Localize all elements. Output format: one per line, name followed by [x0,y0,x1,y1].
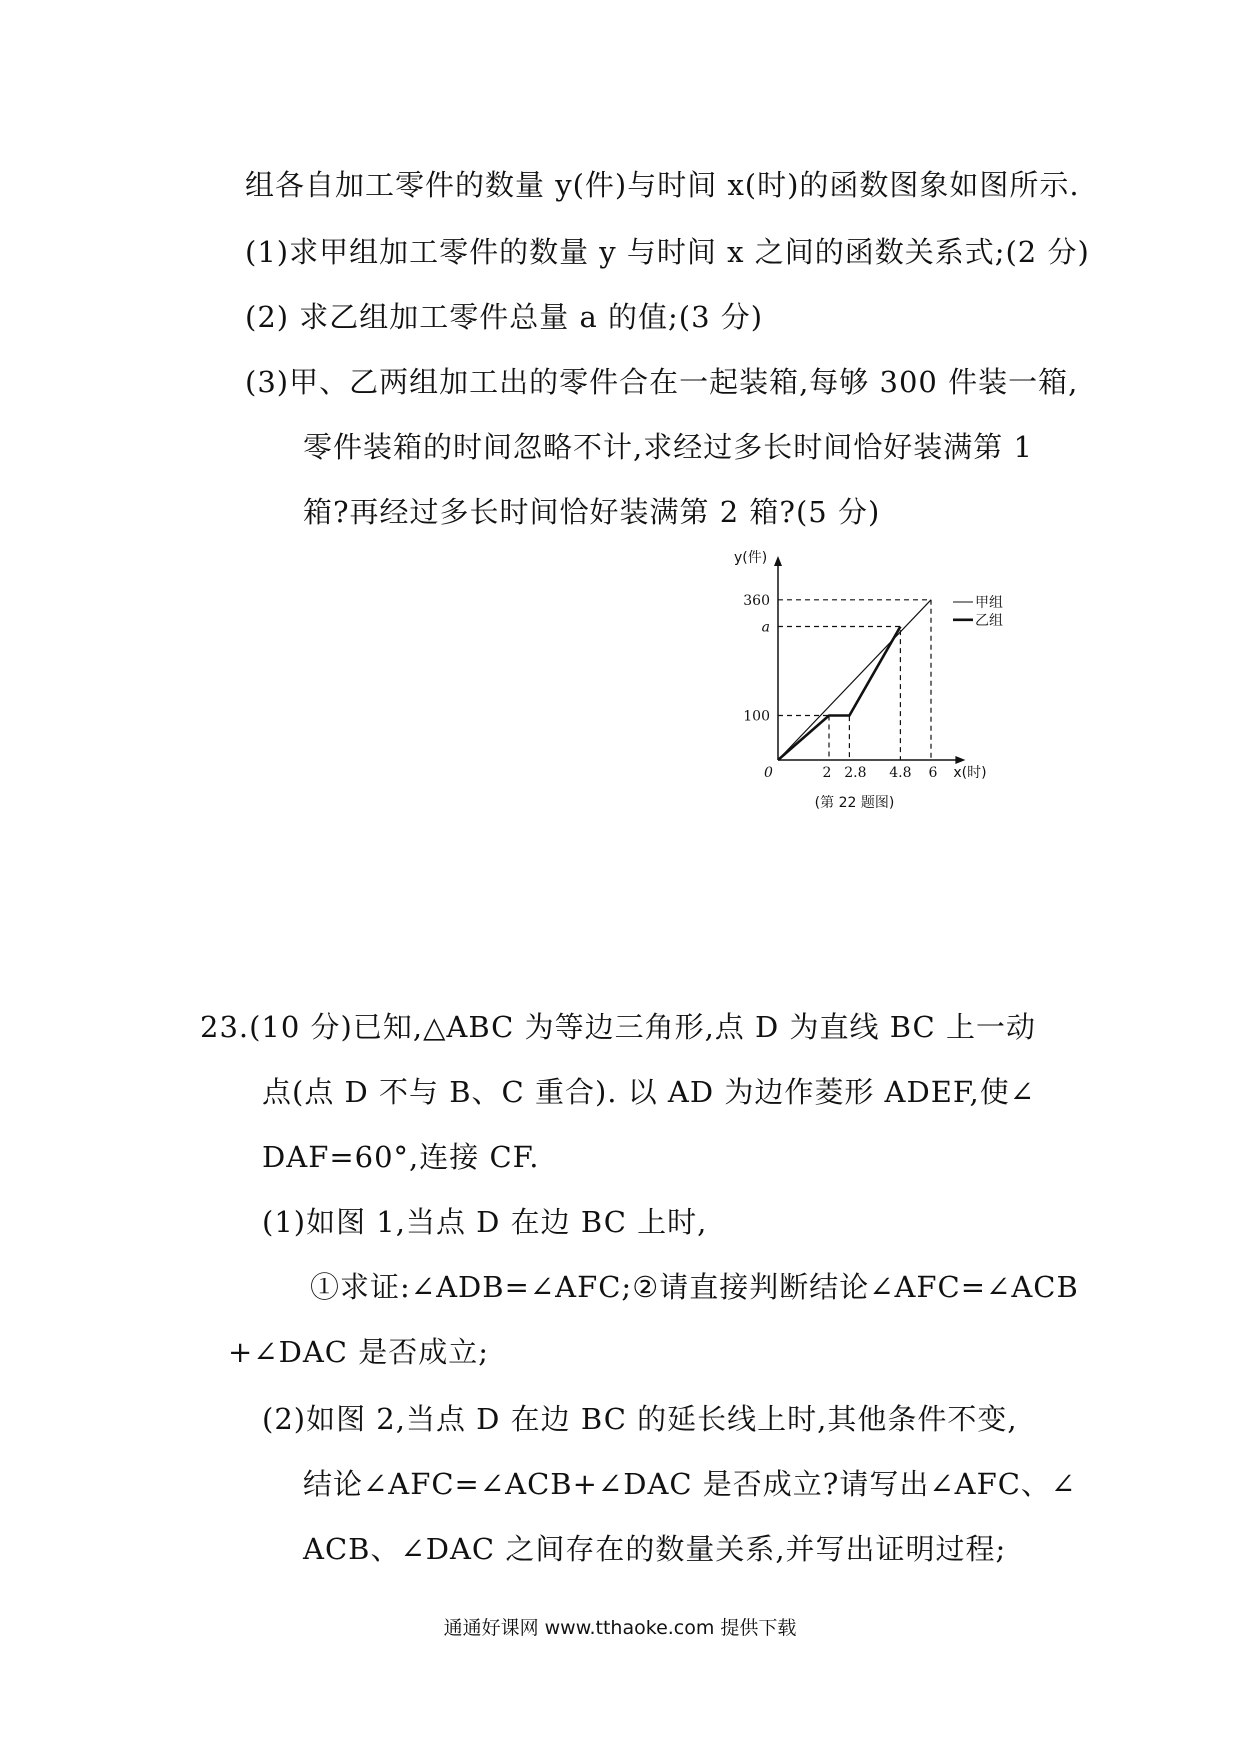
q23-line-2: 点(点 D 不与 B、C 重合). 以 AD 为边作菱形 ADEF,使∠ [262,1075,1036,1109]
q23-part-1-subitems: ①求证:∠ADB=∠AFC;②请直接判断结论∠AFC=∠ACB [310,1270,1079,1304]
legend-label-jia: 甲组 [975,595,1003,612]
q23-part-1-continuation: +∠DAC 是否成立; [228,1335,489,1369]
y-tick-label: a [761,619,770,636]
x-axis-label: x(时) [953,765,987,781]
q22-part-2: (2) 求乙组加工零件总量 a 的值;(3 分) [245,300,764,334]
q22-function-graph [720,545,1020,825]
x-axis-arrow [955,756,965,764]
legend-label-yi: 乙组 [975,612,1003,629]
y-tick-label: 360 [743,592,770,609]
y-tick-label: 100 [743,708,770,725]
q22-intro-line: 组各自加工零件的数量 y(件)与时间 x(时)的函数图象如图所示. [245,168,1080,202]
x-tick-label: 4.8 [889,765,912,781]
x-tick-label: 2 [822,765,832,781]
q23-line-1: 23.(10 分)已知,△ABC 为等边三角形,点 D 为直线 BC 上一动 [200,1010,1036,1044]
q23-line-3: DAF=60°,连接 CF. [262,1140,540,1174]
q23-part-1: (1)如图 1,当点 D 在边 BC 上时, [262,1205,708,1239]
y-axis-arrow [774,556,782,566]
q22-part-3-line-3: 箱?再经过多长时间恰好装满第 2 箱?(5 分) [303,495,881,529]
footer-credit: 通通好课网 www.tthaoke.com 提供下载 [443,1617,797,1639]
chart-caption: (第 22 题图) [814,795,895,811]
x-tick-label: 6 [928,765,938,781]
q22-part-1: (1)求甲组加工零件的数量 y 与时间 x 之间的函数关系式;(2 分) [245,235,1090,269]
q23-part-2-line-1: (2)如图 2,当点 D 在边 BC 的延长线上时,其他条件不变, [262,1402,1018,1436]
q22-part-3-line-1: (3)甲、乙两组加工出的零件合在一起装箱,每够 300 件装一箱, [245,365,1079,399]
q22-part-3-line-2: 零件装箱的时间忽略不计,求经过多长时间恰好装满第 1 [303,430,1033,464]
origin-label: 0 [764,765,773,781]
series-line-jia [778,600,931,760]
y-axis-label: y(件) [734,550,768,566]
q23-part-2-line-2: 结论∠AFC=∠ACB+∠DAC 是否成立?请写出∠AFC、∠ [303,1467,1077,1501]
x-tick-label: 2.8 [844,765,867,781]
q23-part-2-line-3: ACB、∠DAC 之间存在的数量关系,并写出证明过程; [303,1532,1007,1566]
